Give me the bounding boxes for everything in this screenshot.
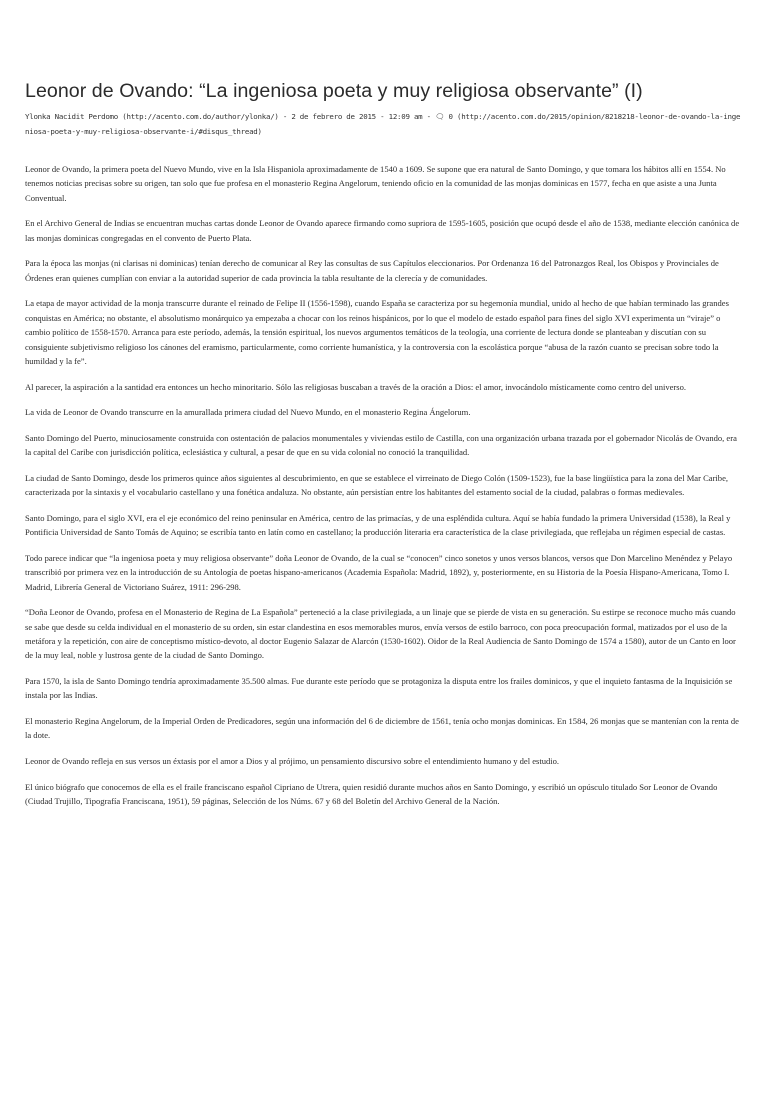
article-body — [25, 162, 742, 808]
paragraph: “Doña Leonor de Ovando, profesa en el Monasterio de Regina de La Española” perteneció a la clase privilegiada, a un linaje que se pierde de vista en su generación. Su estirpe se reconoce mucho más cuando se sabe que desde su celda individual en el monasterio de su orden, sin estar clandestina en esos memorables muros, envía versos de estilo barroco, con poca preocupación formal, matizados por el uso de la metáfora y la repetición, con aire de conceptismo místico-devoto, al doctor Eugenio Salazar de Alarcón (1530-1602). Oidor de la Real Audiencia de Santo Domingo de 1574 a 1580), autor de un Canto en loor de la muy leal, noble y lustrosa gente de la ciudad de Santo Domingo. — [25, 607, 736, 661]
paragraph: El único biógrafo que conocemos de ella es el fraile franciscano español Cipriano de Utrera, quien residió durante muchos años en Santo Domingo, y escribió un opúsculo titulado Sor Leonor de Ovando (Ciudad Trujillo, Tipografía Franciscana, 1951), 59 páginas, Selección de los Núms. 67 y 68 del Boletín del Archivo General de la Nación. — [25, 781, 718, 807]
paragraph: Leonor de Ovando, la primera poeta del Nuevo Mundo, vive en la Isla Hispaniola aproximadamente de 1540 a 1609. Se supone que era natural de Santo Domingo, y que tomara los hábitos allí en 1554. No tenemos noticias precisas sobre su origen, tan solo que fue profesa en el monasterio Regina Angelorum, teniendo oficio en la comunidad de las monjas dominicas en 1577, fecha en que asiste a una Junta Conventual. — [25, 164, 726, 203]
paragraph: En el Archivo General de Indias se encuentran muchas cartas donde Leonor de Ovando aparece firmando como supriora de 1595-1605, posición que ocupó desde el año de 1538, mediante elección canónica de las monjas dominicas congregadas en el convento de Puerto Plata. — [25, 218, 740, 243]
article-page — [0, 79, 768, 808]
paragraph: Para la época las monjas (ni clarisas ni dominicas) tenían derecho de comunicar al Rey las consultas de sus Capítulos eleccionarios. Por Ordenanza 16 del Patronazgos Real, los Obispos y Provinciales de Órdenes eran quienes cumplían con enviar a la autoridad superior de cada provincia la tabla resultante de la clerecía y de comunidades. — [25, 258, 719, 283]
paragraph: Todo parece indicar que “la ingeniosa poeta y muy religiosa observante” doña Leonor de Ovando, de la cual se “conocen” cinco sonetos y unos versos blancos, versos que Don Marcelino Menéndez y Pelayo transcribió por primera vez en la introducción de su Antología de poetas hispano-americanos (Academia Española: Madrid, 1892), y, posteriormente, en su Historia de la Poesía Hispano-Americana, Tomo I. Madrid, Librería General de Victoriano Suárez, 1911: 296-298. — [25, 552, 733, 592]
paragraph: Santo Domingo del Puerto, minuciosamente construida con ostentación de palacios monumentales y viviendas estilo de Castilla, con una organización urbana trazada por el gobernador Nicolás de Ovando, era la capital del Caribe con jurisdicción política, eclesiástica y cultural, a pesar de que en su vida colonial no conoció la tranquilidad. — [25, 432, 737, 458]
paragraph: La vida de Leonor de Ovando transcurre en la amurallada primera ciudad del Nuevo Mundo, en el monasterio Regina Ángelorum. — [25, 407, 471, 418]
paragraph: La ciudad de Santo Domingo, desde los primeros quince años siguientes al descubrimiento, en que se establece el virreinato de Diego Colón (1509-1523), fue la base lingüística para la zona del Mar Caribe, caracterizada por la sintaxis y el vocabulario castellano y una fonética andaluza. No obstante, aún persistían entre los habitantes del estamento social de la ciudad, palabras o formas medievales. — [25, 472, 729, 498]
article-byline: Ylonka Nacidit Perdomo (http://acento.com.do/author/ylonka/) - 2 de febrero de 2015 - 12:09 am - 🗨 0 (http://acento.com.do/2015/opinion/8218218-leonor-de-ovando-la-ingeniosa-poeta-y-muy-religiosa-observante-i/#disqus_thread) — [25, 112, 741, 136]
paragraph: Para 1570, la isla de Santo Domingo tendría aproximadamente 35.500 almas. Fue durante este período que se protagoniza la disputa entre los frailes dominicos, y que el inquieto fantasma de la Inquisición se instala por las Indias. — [25, 676, 733, 701]
paragraph: Al parecer, la aspiración a la santidad era entonces un hecho minoritario. Sólo las religiosas buscaban a través de la oración a Dios: el amor, invocándolo místicamente como centro del universo. — [25, 381, 686, 392]
paragraph: Leonor de Ovando refleja en sus versos un éxtasis por el amor a Dios y al prójimo, un pensamiento discursivo sobre el entendimiento humano y del estudio. — [25, 756, 560, 767]
paragraph: El monasterio Regina Angelorum, de la Imperial Orden de Predicadores, según una información del 6 de diciembre de 1561, tenía ocho monjas dominicas. En 1584, 26 monjas que se mantenían con la renta de la dote. — [25, 716, 739, 741]
article-title: Leonor de Ovando: “La ingeniosa poeta y muy religiosa observante” (I) — [25, 80, 643, 102]
paragraph: Santo Domingo, para el siglo XVI, era el eje económico del reino peninsular en América, centro de las primacías, y de una espléndida cultura. Aquí se había fundado la primera Universidad (1538), la Real y Pontificia Universidad de Santo Tomás de Aquino; se escribía tanto en latín como en castellano; la producción literaria era característica de la clase privilegiada, que reflejaba un régimen especial de castas. — [25, 512, 731, 538]
paragraph: La etapa de mayor actividad de la monja transcurre durante el reinado de Felipe II (1556-1598), cuando España se caracteriza por su hegemonía mundial, unido al hecho de que habían terminado las grandes conquistas en América; no obstante, el absolutismo monárquico ya empezaba a chocar con los reinos hispánicos, por lo que el modelo de estado español para fines del siglo XVI experimenta un “viraje” o cambio político de 1558-1570. Arranca para este período, además, la tensión espiritual, los nuevos argumentos temáticos de la teología, una corriente de lectura donde se planteaban y discutían con su consiguiente subjetivismo religioso los cánones del eramismo, particularmente, como corriente humanística, y la controversia con la escolástica porque “abusa de la razón cuanto se precisan sobre todo la humildad y la fe”. — [25, 298, 729, 367]
